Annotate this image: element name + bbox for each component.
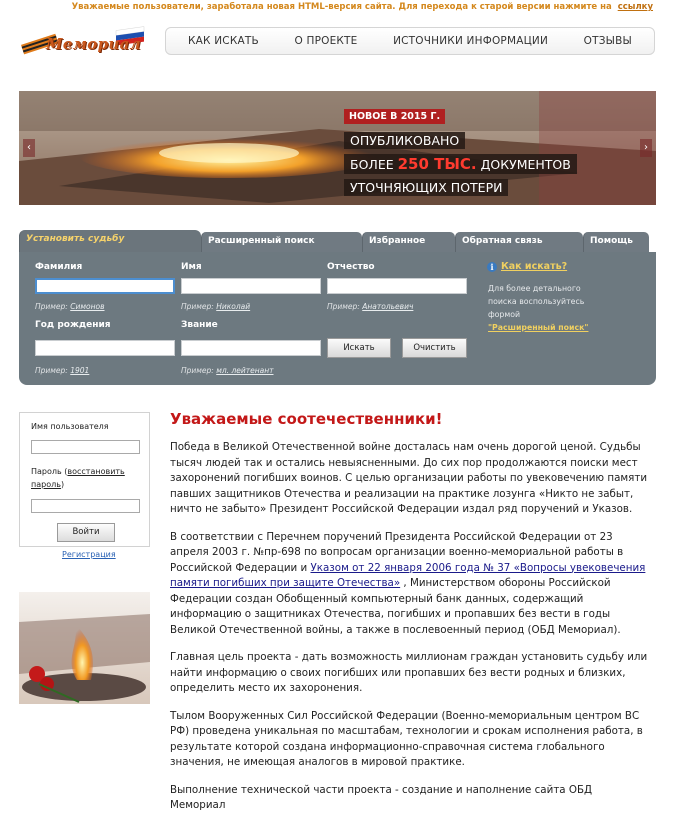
patronymic-example-prefix: Пример: — [327, 302, 360, 311]
patronymic-input[interactable] — [327, 278, 467, 294]
register-link[interactable]: Регистрация — [62, 550, 116, 559]
search-form — [19, 252, 656, 385]
banner-next-button[interactable]: › — [640, 139, 652, 157]
rank-example — [181, 366, 274, 375]
password-label — [31, 465, 143, 491]
main-nav — [165, 27, 655, 55]
clear-button[interactable]: Очистить — [402, 338, 467, 358]
tab-help[interactable]: Помощь — [583, 232, 649, 252]
recover-password-link[interactable]: восстановить пароль — [31, 467, 125, 489]
password-input[interactable] — [31, 499, 140, 513]
banner-badge: НОВОЕ В 2015 Г. — [344, 109, 445, 124]
banner-line-1: ОПУБЛИКОВАНО — [344, 132, 465, 149]
banner-highlight-count: 250 ТЫС. — [397, 155, 477, 173]
search-button[interactable]: Искать — [327, 338, 391, 358]
article-paragraph-3: Главная цель проекта - дать возможность миллионам граждан установить судьбу или найти информацию о своих погибших или пропавших без вести родных и близких, определить место их захоронения. — [170, 651, 648, 694]
patronymic-example — [327, 302, 413, 311]
search-tabs — [19, 230, 656, 252]
banner-line-2 — [344, 154, 577, 174]
password-label-pre: Пароль ( — [31, 467, 68, 476]
birth-year-example — [35, 366, 89, 375]
help-text — [488, 282, 598, 334]
article-paragraph-2 — [170, 530, 650, 639]
article-paragraph-1: Победа в Великой Отечественной войне досталась нам очень дорогой ценой. Судьбы тысяч людей так и остались невыясненными. До сих пор продолжаются поиски мест захоронений погибших воинов. С целью организации работы по увековечению памяти павших защитников Отечества и реализации на практике лозунга «Никто не забыт, ничто не забыто» Президент Российской Федерации издал ряд поручений и Указов. — [170, 441, 648, 515]
tab-advanced-search[interactable]: Расширенный поиск — [201, 232, 362, 252]
article-paragraph-2-pre: В соответствии с Перечнем поручений Президента Российской Федерации от 23 апреля 2003 г. №пр-698 по вопросам организации военно-мемориальной работы в Российской Федерации и — [170, 530, 624, 574]
password-label-post: ) — [60, 480, 65, 489]
birth-year-example-link[interactable]: 1901 — [70, 366, 90, 375]
info-icon: i — [487, 262, 497, 272]
nav-how-to-search[interactable]: КАК ИСКАТЬ — [188, 35, 259, 47]
rank-example-link[interactable]: мл. лейтенант — [216, 366, 274, 375]
surname-example-link[interactable]: Симонов — [70, 302, 105, 311]
article-title: Уважаемые соотечественники! — [170, 410, 443, 428]
memorial-logo[interactable] — [20, 28, 148, 58]
banner-line-2-pre: БОЛЕЕ — [350, 157, 394, 172]
banner-prev-button[interactable]: ‹ — [23, 139, 35, 157]
birth-year-input[interactable] — [35, 340, 175, 356]
birth-year-label: Год рождения — [35, 320, 111, 330]
name-example-prefix: Пример: — [181, 302, 214, 311]
username-input[interactable] — [31, 440, 140, 454]
name-example — [181, 302, 250, 311]
surname-example — [35, 302, 105, 311]
advanced-search-link[interactable]: "Расширенный поиск" — [488, 323, 589, 332]
eternal-flame-photo — [19, 91, 656, 205]
nav-reviews[interactable]: ОТЗЫВЫ — [583, 35, 632, 47]
patronymic-example-link[interactable]: Анатольевич — [362, 302, 414, 311]
name-example-link[interactable]: Николай — [216, 302, 251, 311]
tab-feedback[interactable]: Обратная связь — [455, 232, 583, 252]
patronymic-label: Отчество — [327, 262, 375, 272]
banner-line-2-post: ДОКУМЕНТОВ — [480, 157, 571, 172]
eternal-flame-image — [19, 592, 150, 704]
help-description: Для более детального поиска воспользуйтесь формой — [488, 284, 585, 319]
logo-text: Мемориал — [46, 35, 141, 53]
username-label: Имя пользователя — [31, 422, 109, 431]
name-input[interactable] — [181, 278, 321, 294]
old-version-notice — [0, 0, 675, 16]
article-paragraph-5: Выполнение технической части проекта - создание и наполнение сайта ОБД Мемориал — [170, 783, 593, 811]
main-article — [170, 410, 650, 826]
nav-info-sources[interactable]: ИСТОЧНИКИ ИНФОРМАЦИИ — [393, 35, 549, 47]
old-version-link[interactable]: ссылку — [617, 2, 653, 12]
notice-text: Уважаемые пользователи, заработала новая HTML-версия сайта. Для перехода к старой версии нажмите на — [71, 2, 612, 12]
birth-year-example-prefix: Пример: — [35, 366, 68, 375]
surname-label: Фамилия — [35, 262, 83, 272]
rank-input[interactable] — [181, 340, 321, 356]
flame-graphic — [19, 592, 150, 704]
banner-line-3: УТОЧНЯЮЩИХ ПОТЕРИ — [344, 179, 508, 196]
login-button[interactable]: Войти — [57, 523, 115, 542]
how-to-search-link[interactable]: Как искать? — [501, 261, 568, 272]
name-label: Имя — [181, 262, 202, 272]
surname-input[interactable] — [35, 278, 175, 294]
tab-favorites[interactable]: Избранное — [362, 232, 455, 252]
surname-example-prefix: Пример: — [35, 302, 68, 311]
login-box — [19, 412, 150, 547]
nav-about-project[interactable]: О ПРОЕКТЕ — [294, 35, 358, 47]
rank-example-prefix: Пример: — [181, 366, 214, 375]
tab-establish-fate[interactable]: Установить судьбу — [19, 230, 201, 254]
promo-banner[interactable] — [19, 91, 656, 205]
decree-link[interactable]: Указом от 22 января 2006 года № 37 «Вопросы увековечения памяти погибших при защите Отечества» — [170, 561, 646, 589]
article-paragraph-2-post: , Министерством обороны Российской Федерации создан Обобщенный компьютерный банк данных, содержащий информацию о защитниках Отечества, погибших и пропавших без вести в годы Великой Отечественной войны, а также в послевоенный период (ОБД Мемориал). — [170, 577, 621, 636]
rank-label: Звание — [181, 320, 218, 330]
article-paragraph-4: Тылом Вооруженных Сил Российской Федерации (Военно-мемориальным центром ВС РФ) проведена уникальная по масштабам, технологии и срокам исполнения работа, в результате которой создана информационно-справочная система глобального значения, не имеющая аналогов в мировой практике. — [170, 709, 643, 768]
